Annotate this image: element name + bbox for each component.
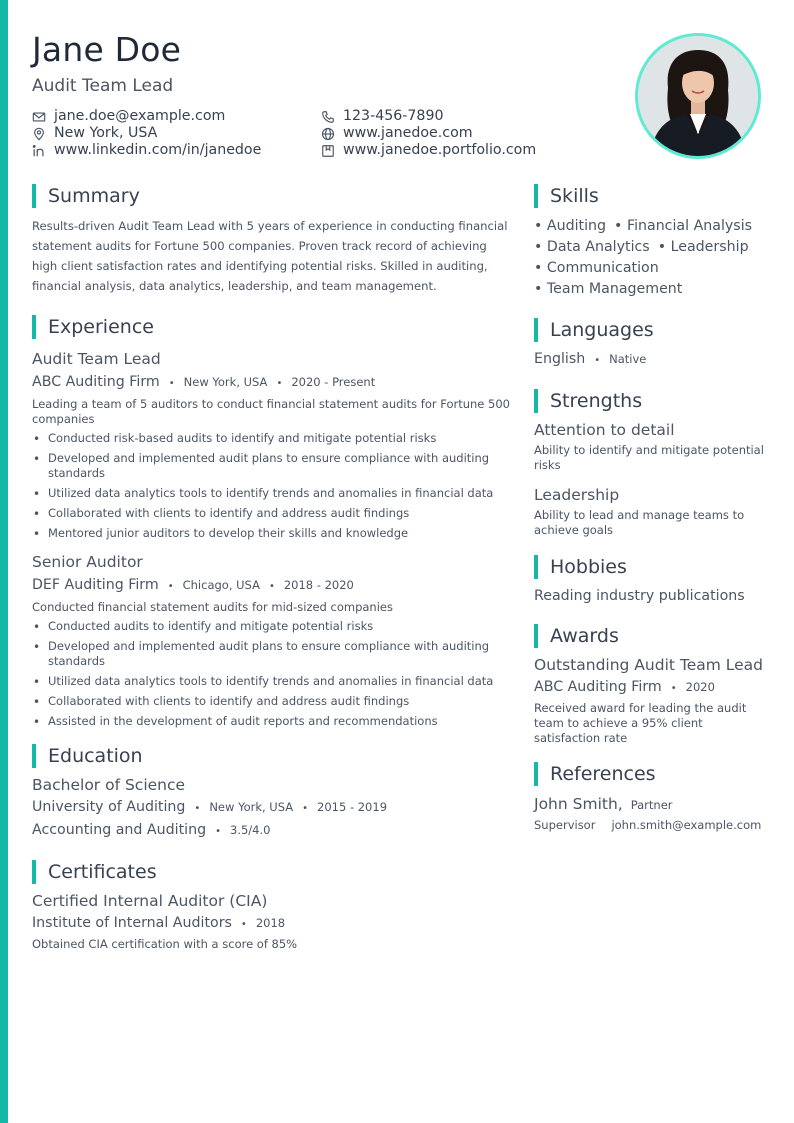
certificate-name: Certified Internal Auditor (CIA): [32, 892, 268, 910]
job-company: DEF Auditing Firm: [32, 577, 159, 593]
skill-label: Communication: [546, 260, 659, 276]
separator-dot: •: [276, 378, 283, 389]
profile-photo-illustration: [638, 36, 758, 156]
certificates-heading-label: Certificates: [48, 861, 157, 883]
job-dates: 2020 - Present: [291, 375, 376, 389]
strength-title: Attention to detail: [534, 421, 675, 439]
reference-email[interactable]: john.smith@example.com: [611, 818, 762, 832]
contact-location: [32, 125, 157, 142]
job-bullets: [32, 619, 510, 729]
summary-heading: [32, 184, 510, 208]
language-row: [534, 349, 770, 371]
summary-section: [32, 184, 510, 296]
list-item: • Developed and implemented audit plans to ensure compliance with auditing standards: [32, 451, 510, 481]
contact-phone[interactable]: [321, 108, 444, 125]
experience-heading-label: Experience: [48, 316, 154, 338]
certificate-issuer: Institute of Internal Auditors: [32, 915, 232, 931]
portfolio-icon: [321, 144, 335, 158]
hobbies-section: [534, 555, 770, 606]
skill-label: Leadership: [670, 239, 749, 255]
skill-item: • Auditing: [534, 218, 607, 234]
strength-text: Ability to identify and mitigate potential risks: [534, 443, 764, 472]
education-field-row: [32, 820, 510, 842]
job-title: Audit Team Lead: [32, 350, 161, 368]
skills-list: [534, 216, 770, 300]
gpa: 3.5/4.0: [230, 823, 271, 837]
contact-portfolio[interactable]: [321, 142, 536, 159]
education-dates: 2015 - 2019: [317, 800, 388, 814]
contact-email[interactable]: [32, 108, 225, 125]
language-level: Native: [609, 352, 647, 366]
list-item: • Collaborated with clients to identify and address audit findings: [32, 694, 510, 709]
award-year: 2020: [685, 680, 715, 694]
list-item: • Assisted in the development of audit reports and recommendations: [32, 714, 510, 729]
school-name: University of Auditing: [32, 799, 186, 815]
hobbies-heading: [534, 555, 770, 579]
certificate-description: Obtained CIA certification with a score of 85%: [32, 937, 298, 951]
list-item: • Utilized data analytics tools to identify trends and anomalies in financial data: [32, 674, 510, 689]
awards-heading: [534, 624, 770, 648]
section-accent-bar: [32, 744, 36, 768]
separator-dot: •: [168, 378, 175, 389]
section-accent-bar: [534, 184, 538, 208]
reference-relation: Partner: [630, 798, 673, 812]
skill-item: • Financial Analysis: [614, 218, 753, 234]
languages-heading: [534, 318, 770, 342]
section-accent-bar: [534, 318, 538, 342]
email-text: jane.doe@example.com: [54, 108, 226, 124]
summary-heading-label: Summary: [48, 185, 140, 207]
right-column: [534, 184, 770, 835]
section-accent-bar: [534, 624, 538, 648]
section-accent-bar: [534, 389, 538, 413]
section-accent-bar: [32, 315, 36, 339]
separator-dot: •: [594, 355, 601, 366]
job-bullets: [32, 431, 510, 541]
certificates-heading: [32, 860, 510, 884]
candidate-title: Audit Team Lead: [32, 76, 174, 96]
certificate-year: 2018: [255, 916, 286, 930]
list-item: • Mentored junior auditors to develop their skills and knowledge: [32, 526, 510, 541]
award-text: Received award for leading the audit team to achieve a 95% client satisfaction rate: [534, 701, 747, 745]
job-title: Senior Auditor: [32, 553, 143, 571]
job-company: ABC Auditing Firm: [32, 374, 160, 390]
list-item: • Utilized data analytics tools to identify trends and anomalies in financial data: [32, 486, 510, 501]
separator-dot: •: [215, 826, 221, 837]
reference-contact-row: [534, 815, 770, 835]
award-org: ABC Auditing Firm: [534, 679, 662, 695]
list-item: • Collaborated with clients to identify and address audit findings: [32, 506, 510, 521]
job-meta: [32, 575, 510, 597]
location-text: New York, USA: [54, 125, 158, 141]
skill-label: Data Analytics: [546, 239, 650, 255]
portfolio-text: www.janedoe.portfolio.com: [343, 142, 537, 158]
job-location: Chicago, USA: [182, 578, 260, 592]
reference-role: Supervisor: [534, 818, 596, 832]
resume-header: [32, 30, 772, 180]
reference-name-row: [534, 794, 770, 815]
degree: Bachelor of Science: [32, 776, 186, 794]
contact-website[interactable]: [321, 125, 473, 142]
skill-item: • Team Management: [534, 281, 683, 297]
section-accent-bar: [32, 860, 36, 884]
strength-text: Ability to lead and manage teams to achieve goals: [534, 508, 745, 537]
skill-item: • Leadership: [657, 239, 749, 255]
awards-section: [534, 624, 770, 746]
languages-heading-label: Languages: [550, 319, 654, 341]
section-accent-bar: [32, 184, 36, 208]
strengths-heading-label: Strengths: [550, 390, 643, 412]
linkedin-text: www.linkedin.com/in/janedoe: [54, 142, 262, 158]
section-accent-bar: [534, 762, 538, 786]
list-item: • Developed and implemented audit plans to ensure compliance with auditing standards: [32, 639, 510, 669]
school-location: New York, USA: [209, 800, 294, 814]
skills-heading-label: Skills: [550, 185, 599, 207]
strengths-heading: [534, 389, 770, 413]
mail-icon: [32, 110, 46, 124]
hobby-row: [534, 586, 770, 606]
award-meta: [534, 677, 770, 699]
skill-label: Auditing: [546, 218, 607, 234]
references-heading: [534, 762, 770, 786]
skill-label: Team Management: [546, 281, 683, 297]
certificate-meta: [32, 913, 510, 935]
list-item: • Conducted risk-based audits to identify and mitigate potential risks: [32, 431, 510, 446]
strength-title: Leadership: [534, 486, 620, 504]
job-location: New York, USA: [183, 375, 268, 389]
job-entry: [32, 349, 510, 541]
references-heading-label: References: [550, 763, 656, 785]
job-description: Leading a team of 5 auditors to conduct financial statement audits for Fortune 500 companies: [32, 397, 510, 426]
globe-icon: [321, 127, 335, 141]
contact-linkedin[interactable]: [32, 142, 261, 159]
separator-dot: •: [670, 683, 677, 694]
list-item: • Conducted audits to identify and mitigate potential risks: [32, 619, 510, 634]
candidate-name: Jane Doe: [32, 30, 182, 69]
phone-icon: [321, 110, 335, 124]
separator-dot: •: [268, 581, 275, 592]
skill-label: Financial Analysis: [626, 218, 753, 234]
reference-name: John Smith,: [534, 795, 623, 813]
hobbies-heading-label: Hobbies: [550, 556, 627, 578]
certificates-section: [32, 860, 510, 952]
skills-section: [534, 184, 770, 300]
education-section: [32, 744, 510, 842]
education-meta: [32, 797, 510, 819]
education-heading: [32, 744, 510, 768]
accent-bar: [0, 0, 8, 1123]
hobby-text: Reading industry publications: [534, 588, 745, 604]
job-dates: 2018 - 2020: [283, 578, 354, 592]
strengths-section: [534, 389, 770, 538]
field-of-study: Accounting and Auditing: [32, 822, 207, 838]
experience-heading: [32, 315, 510, 339]
language-name: English: [534, 351, 586, 367]
languages-section: [534, 318, 770, 371]
skills-heading: [534, 184, 770, 208]
job-description: Conducted financial statement audits for mid-sized companies: [32, 600, 393, 614]
profile-photo: [635, 33, 761, 159]
job-meta: [32, 372, 510, 394]
linkedin-icon: [32, 144, 46, 158]
references-section: [534, 762, 770, 835]
skill-item: • Communication: [534, 260, 659, 276]
summary-text: Results-driven Audit Team Lead with 5 years of experience in conducting financial statement audits for Fortune 500 companies. Proven track record of achieving high client satisfaction rates and identifying potential risks. Skilled in auditing, financial analysis, data analytics, leadership, and team management.: [32, 219, 508, 293]
education-heading-label: Education: [48, 745, 143, 767]
map-pin-icon: [32, 127, 46, 141]
separator-dot: •: [167, 581, 174, 592]
awards-heading-label: Awards: [550, 625, 619, 647]
separator-dot: •: [194, 803, 201, 814]
experience-section: [32, 315, 510, 729]
section-accent-bar: [534, 555, 538, 579]
skill-item: • Data Analytics: [534, 239, 650, 255]
job-entry: [32, 552, 510, 729]
separator-dot: •: [302, 803, 309, 814]
separator-dot: •: [240, 919, 247, 930]
website-text: www.janedoe.com: [343, 125, 473, 141]
award-title: Outstanding Audit Team Lead: [534, 656, 764, 674]
phone-text: 123-456-7890: [343, 108, 444, 124]
left-column: [32, 184, 510, 952]
